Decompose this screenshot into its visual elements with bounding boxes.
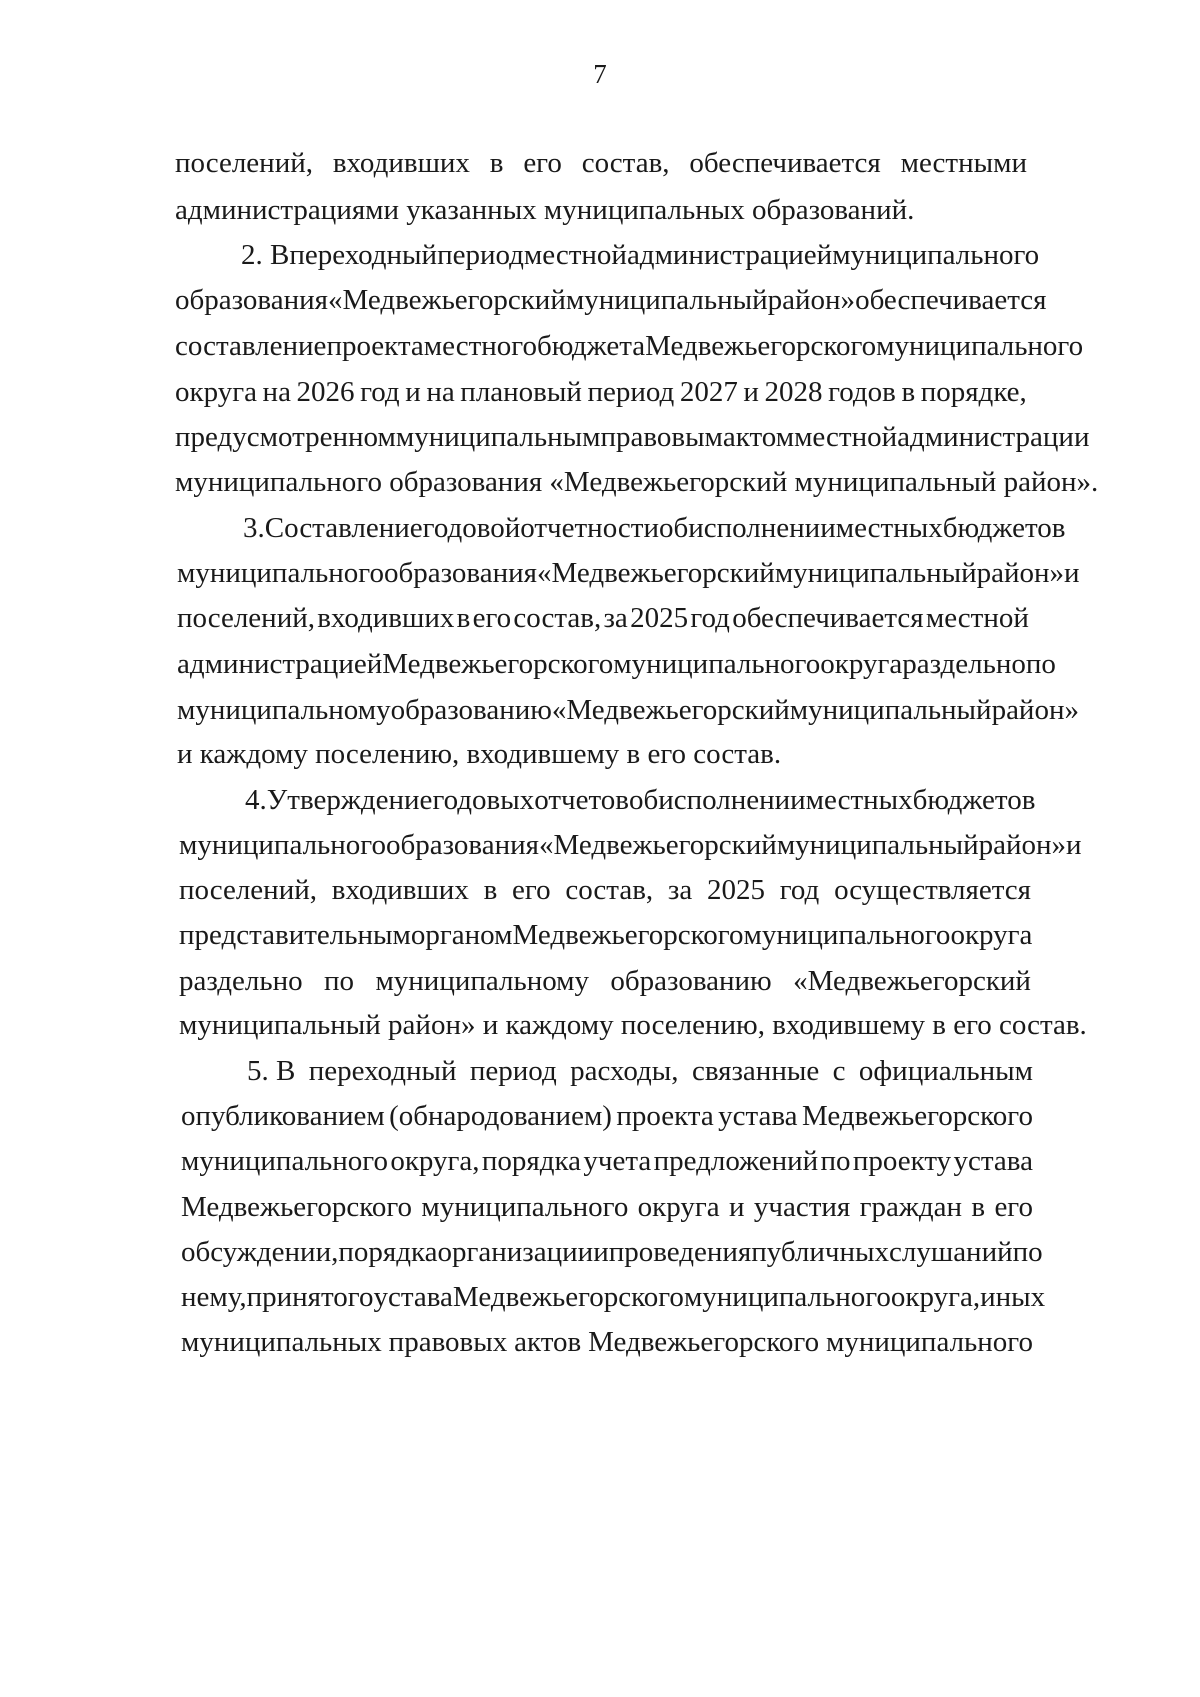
word: год [779, 874, 820, 906]
word: его [994, 1191, 1033, 1223]
word: местных [835, 512, 943, 544]
text-line: муниципальный район» и каждому поселению, входившему в его состав. [179, 1009, 1087, 1041]
word: правовых [388, 1326, 508, 1358]
word: поселений, [177, 602, 315, 634]
word: расходы, [570, 1055, 679, 1087]
text-line [177, 647, 1056, 681]
word: образованию [390, 694, 552, 726]
word: и [405, 376, 421, 408]
word: округа, [390, 1145, 480, 1177]
word: составление [175, 330, 327, 362]
word: проведения [608, 1236, 752, 1268]
word: отчетности [520, 512, 659, 544]
word: муниципальному [375, 965, 590, 997]
word: местной [925, 602, 1029, 634]
word: его [512, 874, 551, 906]
word: муниципального [832, 239, 1040, 271]
word: входивших [332, 147, 470, 179]
word: предусмотренном [175, 421, 396, 453]
text-line [181, 1190, 1033, 1224]
word: годовой [422, 512, 521, 544]
word: состав, [565, 874, 654, 906]
word: муниципального [826, 1326, 1033, 1358]
word: в [456, 602, 471, 634]
word: округа [950, 919, 1033, 951]
text-line: и каждому поселению, входившему в его состав. [177, 738, 782, 770]
word: округа [175, 376, 257, 408]
word: на [426, 376, 455, 408]
word: проекта [326, 330, 424, 362]
word: округа [820, 648, 903, 680]
word: плановый [460, 376, 582, 408]
word: район» [767, 284, 856, 316]
word: и [1066, 829, 1082, 861]
word: по [324, 965, 355, 997]
text-line [175, 420, 1090, 454]
word: обеспечивается [855, 284, 1047, 316]
word: проекта [616, 1100, 714, 1132]
word: состав, [513, 602, 602, 634]
word: за [667, 874, 693, 906]
word: в [901, 376, 916, 408]
word: Утверждение [266, 784, 433, 816]
word: раздельно [902, 648, 1026, 680]
word: муниципальных [181, 1326, 382, 1358]
word: входивших [331, 874, 469, 906]
text-line: муниципального образования «Медвежьегорский муниципальный район». [175, 466, 1099, 498]
word: муниципального [177, 557, 384, 589]
word: муниципального [683, 1281, 891, 1313]
word: образования [175, 284, 328, 316]
word: 2025 [706, 874, 765, 906]
word: образования [383, 557, 537, 589]
word: проекту [852, 1145, 952, 1177]
word: учета [583, 1145, 652, 1177]
text-line [179, 828, 1082, 862]
word: период [437, 239, 524, 271]
word: принятого [246, 1281, 374, 1313]
word: органом [410, 919, 513, 951]
word: Медвежьегорского [452, 1281, 684, 1313]
text-line [181, 1099, 1033, 1133]
word: его [472, 602, 512, 634]
text-line [181, 1280, 1046, 1314]
word: Медвежьегорского [588, 1326, 820, 1358]
word: муниципального [743, 919, 951, 951]
text-line [245, 783, 1036, 817]
word: образованию [610, 965, 772, 997]
word: округа, [890, 1281, 981, 1313]
word: исполнении [688, 512, 836, 544]
word: Медвежьегорского [512, 919, 744, 951]
word: в [483, 874, 498, 906]
text-line [181, 1144, 1033, 1178]
word: «Медвежьегорский [538, 829, 777, 861]
word: Медвежьегорского [645, 330, 877, 362]
word: администрацией [177, 648, 383, 680]
word: порядке, [920, 376, 1027, 408]
word: 2025 [630, 602, 689, 634]
word: муниципального [876, 330, 1084, 362]
word: поселений, [179, 874, 317, 906]
word: администрацией [626, 239, 833, 271]
word: переходный [308, 1055, 457, 1087]
word: об [628, 784, 659, 816]
word: Составление [264, 512, 423, 544]
word: нему, [181, 1281, 247, 1313]
word: представительным [179, 919, 411, 951]
page-number: 7 [593, 59, 607, 89]
word: «Медвежьегорский [551, 694, 790, 726]
word: актов [514, 1326, 582, 1358]
word: и [593, 1236, 609, 1268]
word: переходный [289, 239, 438, 271]
word: 2027 [679, 376, 738, 408]
word: с [832, 1055, 846, 1087]
word: связанные [691, 1055, 820, 1087]
word: обеспечивается [689, 147, 881, 179]
word: район» [978, 829, 1067, 861]
word: местной [523, 239, 627, 271]
word: период [587, 376, 675, 408]
word: Медвежьегорского [801, 1100, 1033, 1132]
word: по [1025, 648, 1056, 680]
word: в [489, 147, 504, 179]
word: муниципальным [395, 421, 601, 453]
word: муниципальному [177, 694, 391, 726]
word: официальным [858, 1055, 1033, 1087]
word: иных [980, 1281, 1046, 1313]
word: устава [373, 1281, 453, 1313]
word: в [971, 1191, 986, 1223]
word: по [1012, 1236, 1043, 1268]
text-line [175, 375, 1027, 409]
word: местного [423, 330, 537, 362]
word: бюджета [536, 330, 646, 362]
word: муниципальный [776, 829, 979, 861]
word: граждан [859, 1191, 963, 1223]
word: «Медвежьегорский [793, 965, 1031, 997]
word: и [1064, 557, 1080, 589]
text-line [175, 329, 1084, 363]
word: район» [976, 557, 1065, 589]
text-line [241, 238, 1040, 272]
word: актом [722, 421, 795, 453]
text-line [243, 511, 1066, 545]
word: предложений [653, 1145, 819, 1177]
word: местной [794, 421, 898, 453]
word: год [360, 376, 400, 408]
word: публичных [751, 1236, 890, 1268]
word: на [262, 376, 291, 408]
word: устава [953, 1145, 1033, 1177]
text-line [177, 601, 1029, 635]
word: обеспечивается [732, 602, 924, 634]
word: 5. В [247, 1055, 296, 1087]
word: местными [900, 147, 1027, 179]
word: годовых [432, 784, 535, 816]
word: (обнародованием) [389, 1100, 612, 1132]
text-line [181, 1235, 1043, 1269]
word: муниципальный [774, 557, 977, 589]
word: его [523, 147, 562, 179]
text-line [179, 918, 1031, 952]
word: 4. [245, 784, 267, 816]
word: администрации [897, 421, 1090, 453]
word: об [659, 512, 689, 544]
word: 2. В [241, 239, 290, 271]
word: за [603, 602, 628, 634]
word: 2026 [296, 376, 355, 408]
text-line [177, 693, 1079, 727]
word: местных [805, 784, 913, 816]
word: отчетов [534, 784, 629, 816]
word: слушаний [889, 1236, 1013, 1268]
text-line [179, 873, 1031, 907]
word: год [690, 602, 730, 634]
text-line [179, 964, 1031, 998]
word: участия [753, 1191, 851, 1223]
word: «Медвежьегорский [327, 284, 566, 316]
word: порядка [481, 1145, 582, 1177]
word: муниципального [179, 829, 386, 861]
word: порядка [338, 1236, 438, 1268]
word: 2028 [764, 376, 823, 408]
word: муниципальный [789, 694, 992, 726]
word: 3. [243, 512, 265, 544]
word: бюджетов [912, 784, 1036, 816]
word: Медвежьегорского [181, 1191, 413, 1223]
word: Медвежьегорского [382, 648, 614, 680]
text-line [247, 1054, 1033, 1088]
word: обсуждении, [181, 1236, 339, 1268]
word: муниципального [421, 1191, 629, 1223]
word: годов [828, 376, 896, 408]
word: бюджетов [942, 512, 1066, 544]
word: район» [991, 694, 1079, 726]
word: входивших [317, 602, 455, 634]
word: поселений, [175, 147, 313, 179]
word: опубликованием [181, 1100, 385, 1132]
word: «Медвежьегорский [536, 557, 775, 589]
word: округа [637, 1191, 720, 1223]
word: состав, [581, 147, 670, 179]
word: образования [385, 829, 539, 861]
word: осуществляется [834, 874, 1031, 906]
text-line [177, 556, 1080, 590]
text-line [175, 283, 1047, 317]
word: и [743, 376, 759, 408]
word: устава [718, 1100, 798, 1132]
word: муниципального [613, 648, 821, 680]
word: муниципальный [565, 284, 768, 316]
word: период [469, 1055, 557, 1087]
word: исполнении [658, 784, 806, 816]
word: и [729, 1191, 745, 1223]
text-line [175, 146, 1027, 180]
word: по [820, 1145, 851, 1177]
word: организации [437, 1236, 594, 1268]
word: муниципального [181, 1145, 388, 1177]
text-line: администрациями указанных муниципальных образований. [175, 194, 915, 226]
word: раздельно [179, 965, 303, 997]
text-line [181, 1325, 1033, 1359]
word: правовым [600, 421, 723, 453]
